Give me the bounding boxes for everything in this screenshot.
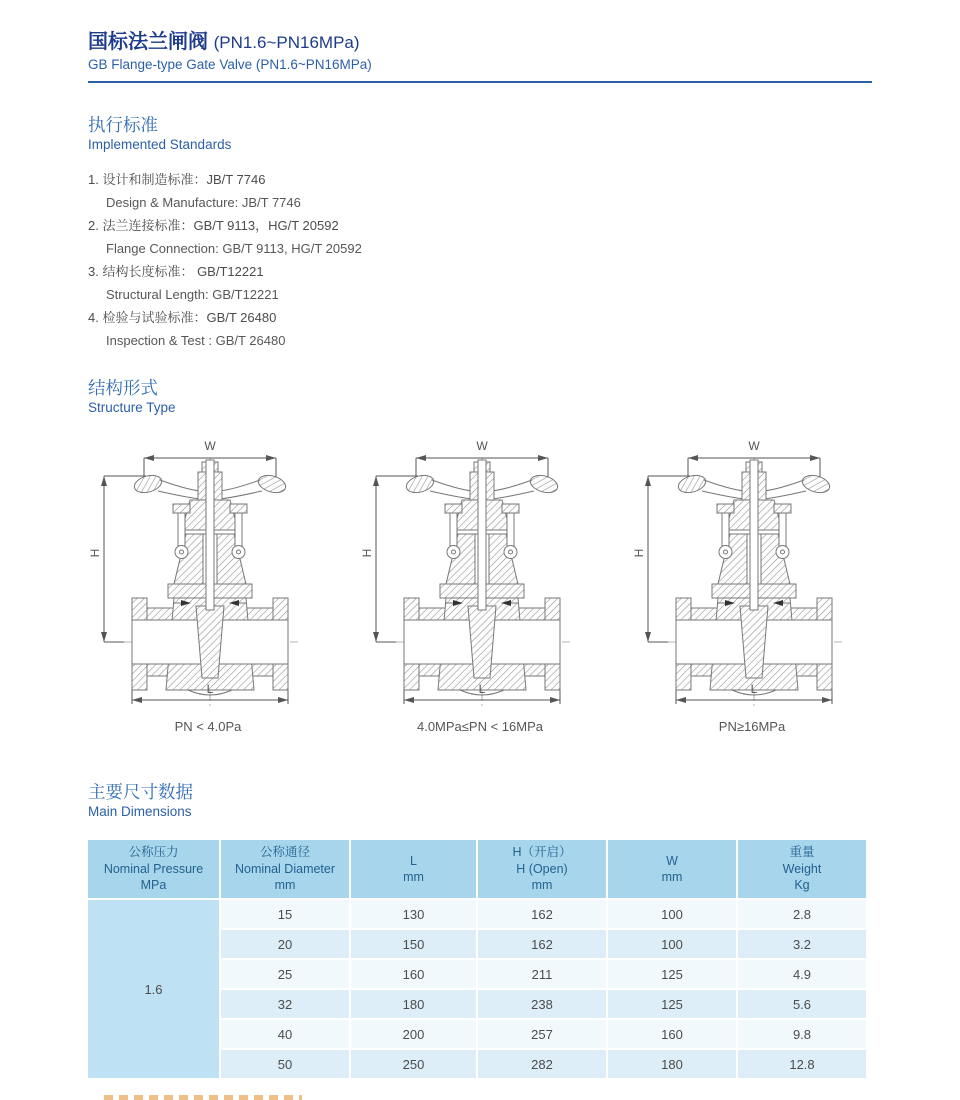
dimension-label-l: L [750, 682, 758, 696]
standard-zh: 2. 法兰连接标准：GB/T 9113，HG/T 20592 [88, 217, 339, 233]
table-row: 1.6 15 130 162 100 2.8 [88, 900, 866, 928]
col-header-L: L mm [351, 840, 476, 898]
standard-en: Design & Manufacture: JB/T 7746 [106, 194, 301, 210]
standards-heading-zh: 执行标准 [88, 115, 158, 135]
table-row: 25 160 211 125 4.9 [88, 960, 866, 988]
dimension-label-h: H [88, 548, 102, 558]
figure-caption: PN < 4.0Pa [174, 719, 242, 734]
page-header [88, 31, 872, 83]
col-header-W: W mm [608, 840, 736, 898]
valve-figure [632, 439, 872, 734]
gate-valve-drawing-icon [88, 442, 328, 714]
valve-drawing-canvas [632, 439, 872, 714]
valve-figure [360, 439, 600, 734]
page-title [88, 31, 872, 54]
dimension-label-h: H [632, 548, 646, 558]
list-item [88, 306, 688, 352]
standard-en: Flange Connection: GB/T 9113, HG/T 20592 [106, 240, 362, 256]
col-header-H-open: H（开启） H (Open) mm [478, 840, 606, 898]
table-row: 32 180 238 125 5.6 [88, 990, 866, 1018]
col-header-weight: 重量 Weight Kg [738, 840, 866, 898]
table-row: 50 250 282 180 12.8 [88, 1050, 866, 1078]
standard-zh: 1. 设计和制造标准：JB/T 7746 [88, 171, 266, 187]
dimension-label-w: W [476, 439, 488, 453]
structure-figures [88, 439, 872, 734]
page-title-en: GB Flange-type Gate Valve (PN1.6~PN16MPa) [88, 57, 372, 72]
valve-drawing-canvas [360, 439, 600, 714]
dimensions-section-heading [88, 782, 193, 821]
standard-zh: 4. 检验与试验标准：GB/T 26480 [88, 309, 277, 325]
dimensions-heading-en: Main Dimensions [88, 804, 192, 819]
page-title-suffix: (PN1.6~PN16MPa) [213, 33, 360, 52]
page-title-zh: 国标法兰闸阀 [88, 31, 208, 53]
cutoff-next-section [104, 1095, 302, 1100]
dimension-label-w: W [204, 439, 216, 453]
figure-caption: PN≥16MPa [718, 719, 786, 734]
header-divider [88, 81, 872, 83]
structure-heading-en: Structure Type [88, 400, 176, 415]
standards-heading-en: Implemented Standards [88, 137, 232, 152]
dimension-label-l: L [206, 682, 214, 696]
table-row: 20 150 162 100 3.2 [88, 930, 866, 958]
dimension-label-l: L [478, 682, 486, 696]
col-header-pressure: 公称压力 Nominal Pressure MPa [88, 840, 219, 898]
standard-en: Structural Length: GB/T12221 [106, 286, 279, 302]
standards-section [88, 115, 688, 352]
table-header-row [88, 840, 866, 898]
standard-zh: 3. 结构长度标准： GB/T12221 [88, 263, 264, 279]
valve-drawing-canvas [88, 439, 328, 714]
dimensions-heading-zh: 主要尺寸数据 [88, 782, 193, 802]
dimension-label-h: H [360, 548, 374, 558]
dimension-label-w: W [748, 439, 760, 453]
standards-list [88, 168, 688, 352]
dimensions-table [86, 838, 868, 1080]
gate-valve-drawing-icon [360, 442, 600, 714]
col-header-diameter: 公称通径 Nominal Diameter mm [221, 840, 349, 898]
valve-figure [88, 439, 328, 734]
standard-en: Inspection & Test : GB/T 26480 [106, 332, 286, 348]
gate-valve-drawing-icon [632, 442, 872, 714]
pressure-cell: 1.6 [88, 900, 219, 1078]
list-item [88, 168, 688, 214]
list-item [88, 260, 688, 306]
structure-heading-zh: 结构形式 [88, 378, 158, 398]
table-row: 40 200 257 160 9.8 [88, 1020, 866, 1048]
list-item [88, 214, 688, 260]
figure-caption: 4.0MPa≤PN < 16MPa [416, 719, 543, 734]
structure-section-heading [88, 378, 176, 417]
